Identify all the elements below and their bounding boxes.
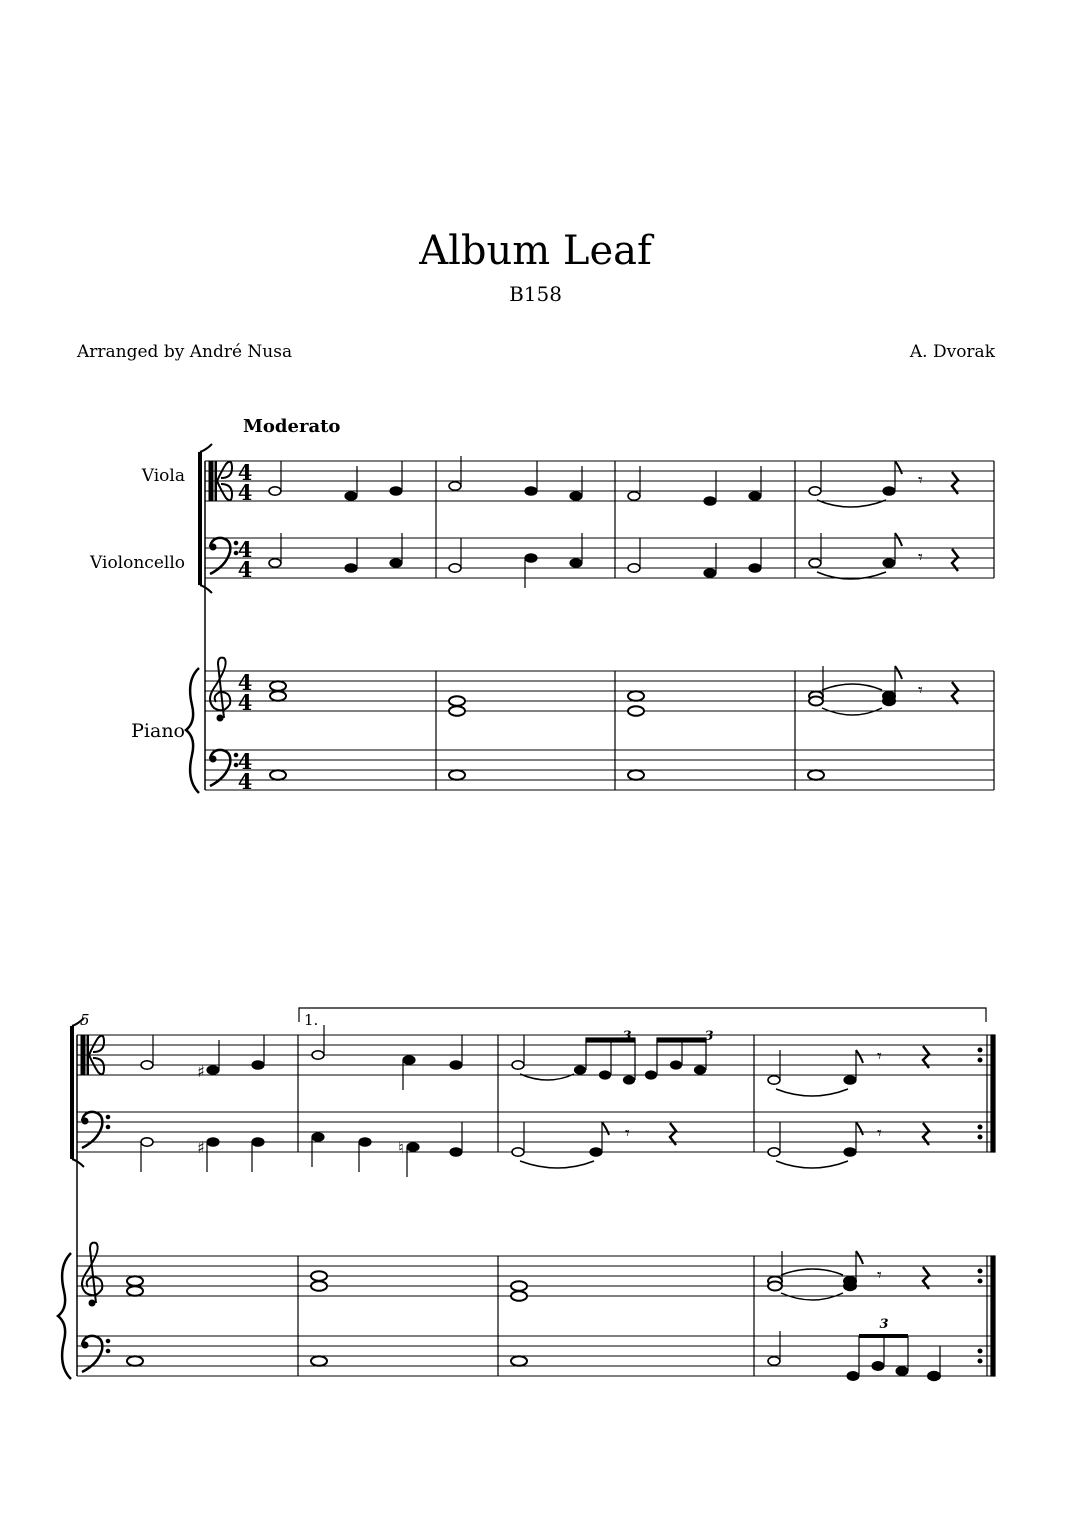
notes-viola-2 (141, 1025, 929, 1096)
bass-clef-icon (82, 1112, 110, 1148)
clefs-2 (81, 1035, 110, 1372)
composer-credit: A. Dvorak (909, 342, 995, 362)
tuplet-number: 3 (879, 1317, 889, 1332)
bass-clef-icon (210, 538, 238, 574)
svg-text:♯: ♯ (197, 1138, 205, 1157)
viola-staff-1 (205, 461, 994, 501)
svg-text:4: 4 (237, 690, 253, 715)
svg-text:4: 4 (237, 557, 253, 582)
svg-text:𝄾: 𝄾 (877, 1046, 882, 1067)
instrument-label-violoncello: Violoncello (90, 553, 185, 573)
cello-staff-1 (205, 538, 994, 578)
svg-text:𝄾: 𝄾 (877, 1265, 882, 1286)
repeat-barline (987, 1035, 995, 1376)
svg-text:4: 4 (237, 670, 253, 695)
measure-number: 5 (80, 1011, 90, 1029)
svg-text:4: 4 (237, 769, 253, 794)
svg-text:𝄾: 𝄾 (625, 1123, 630, 1144)
svg-text:♮: ♮ (398, 1138, 404, 1157)
piano-bass-staff-1 (205, 750, 994, 790)
piano-brace (186, 668, 199, 793)
tempo-marking: Moderato (243, 416, 341, 437)
notes-piano-2 (127, 1251, 940, 1380)
catalog-number: B158 (509, 282, 562, 306)
svg-text:𝄾: 𝄾 (918, 547, 923, 568)
bass-clef-icon (82, 1336, 110, 1372)
bass-clef-icon (210, 750, 238, 786)
svg-text:4: 4 (237, 537, 253, 562)
system-1 (186, 444, 994, 793)
svg-text:4: 4 (237, 460, 253, 485)
svg-text:4: 4 (237, 480, 253, 505)
svg-text:4: 4 (237, 749, 253, 774)
notes-cello-2 (141, 1122, 929, 1177)
svg-text:𝄾: 𝄾 (918, 680, 923, 701)
instrument-label-piano: Piano (131, 720, 185, 742)
volta-bracket (299, 1008, 986, 1022)
piano-treble-staff-1 (205, 671, 994, 711)
svg-text:𝄾: 𝄾 (918, 470, 923, 491)
volta-label: 1. (304, 1011, 319, 1029)
notes-cello-1 (269, 533, 958, 588)
clefs-1 (209, 461, 238, 786)
arranger-credit: Arranged by André Nusa (77, 342, 293, 362)
instrument-label-viola: Viola (141, 466, 185, 486)
svg-text:♯: ♯ (197, 1062, 205, 1081)
time-signatures-1 (238, 460, 253, 794)
piece-title: Album Leaf (419, 228, 652, 274)
tuplet-number: 3 (622, 1029, 632, 1044)
notes-piano-1 (270, 666, 958, 780)
svg-text:𝄾: 𝄾 (877, 1123, 882, 1144)
barlines-1 (436, 461, 994, 790)
barlines-2 (298, 1035, 754, 1376)
piano-brace (58, 1253, 71, 1379)
piano-bass-staff-2 (77, 1336, 994, 1376)
tuplet-number: 3 (704, 1029, 714, 1044)
